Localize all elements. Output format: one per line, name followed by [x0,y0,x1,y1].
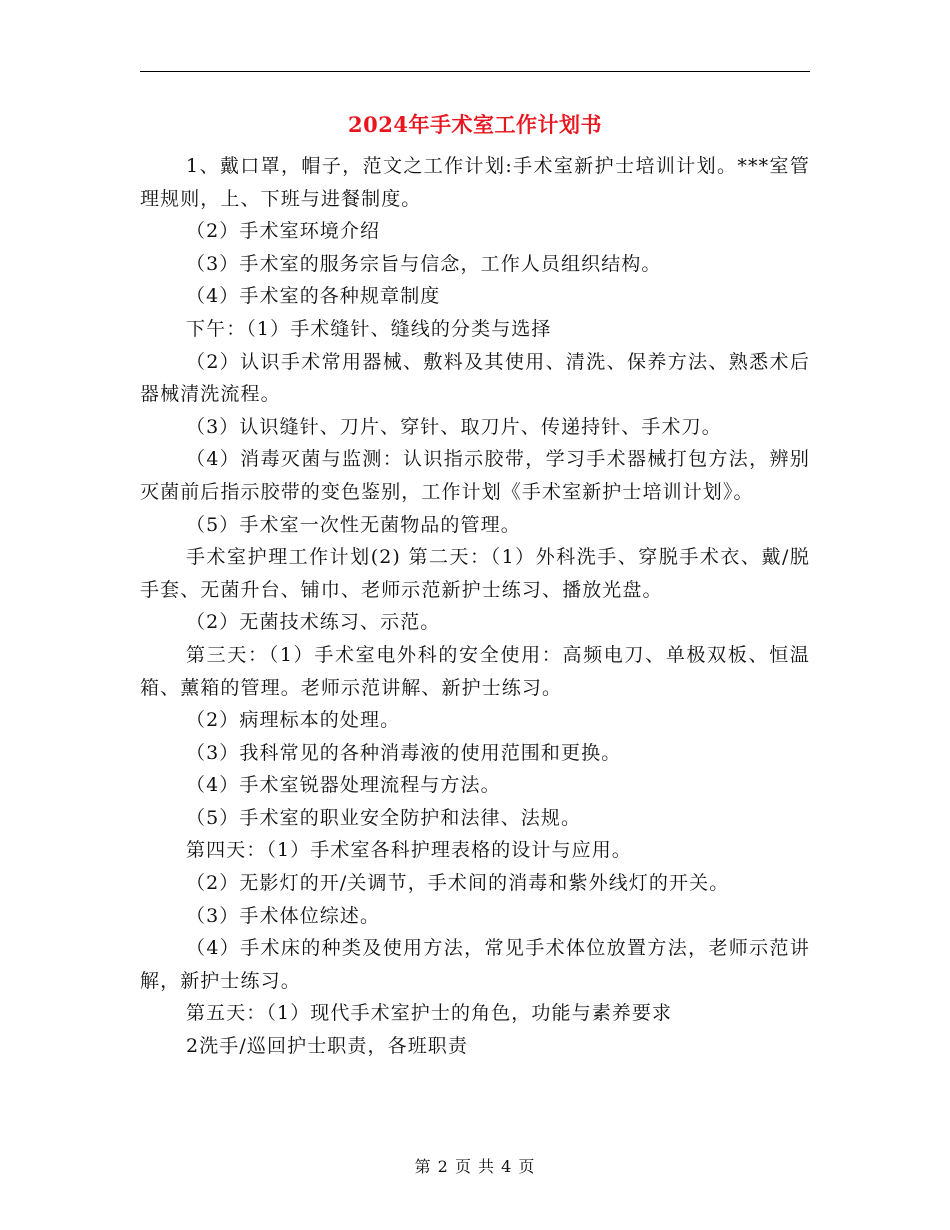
paragraph: （4）手术床的种类及使用方法，常见手术体位放置方法，老师示范讲解，新护士练习。 [140,937,810,992]
paragraph: 第三天：（1）手术室电外科的安全使用：高频电刀、单极双板、恒温箱、薰箱的管理。老师示范讲解、新护士练习。 [140,643,810,699]
paragraph: （4）手术室锐器处理流程与方法。 [186,774,501,797]
document-body [140,150,810,1063]
paragraph: 2洗手/巡回护士职责，各班职责 [186,1035,468,1058]
paragraph: 手术室护理工作计划(2) 第二天：（1）外科洗手、穿脱手术衣、戴/脱手套、无菌升台、铺巾、老师示范新护士练习、播放光盘。 [140,546,810,601]
paragraph: 1、戴口罩，帽子，范文之工作计划:手术室新护士培训计划。***室管理规则，上、下班与进餐制度。 [140,155,810,210]
paragraph: （2）病理标本的处理。 [186,709,401,732]
paragraph: （2）无影灯的开/关调节，手术间的消毒和紫外线灯的开关。 [186,872,730,895]
header-rule [140,71,810,72]
paragraph: （5）手术室的职业安全防护和法律、法规。 [186,806,582,829]
paragraph: 下午：（1）手术缝针、缝线的分类与选择 [186,317,552,340]
paragraph: （4）消毒灭菌与监测：认识指示胶带，学习手术器械打包方法，辨别灭菌前后指示胶带的变色鉴别，工作计划《手术室新护士培训计划》。 [140,448,810,503]
paragraph: 第四天：（1）手术室各科护理表格的设计与应用。 [186,839,632,862]
paragraph: （3）认识缝针、刀片、穿针、取刀片、传递持针、手术刀。 [186,415,722,438]
paragraph: （2）认识手术常用器械、敷料及其使用、清洗、保养方法、熟悉术后器械清洗流程。 [140,350,810,406]
document-title: 2024年手术室工作计划书 [348,112,602,137]
paragraph: （3）手术体位综述。 [186,904,381,927]
paragraph: （2）手术室环境介绍 [186,220,381,243]
paragraph: （2）无菌技术练习、示范。 [186,611,441,634]
paragraph: （3）我科常见的各种消毒液的使用范围和更换。 [186,741,622,764]
paragraph: （4）手术室的各种规章制度 [186,285,441,308]
page-number: 第 2 页 共 4 页 [414,1157,536,1176]
paragraph: （3）手术室的服务宗旨与信念，工作人员组织结构。 [186,252,662,275]
paragraph: 第五天：（1）现代手术室护士的角色，功能与素养要求 [186,1002,673,1025]
paragraph: （5）手术室一次性无菌物品的管理。 [186,513,521,536]
